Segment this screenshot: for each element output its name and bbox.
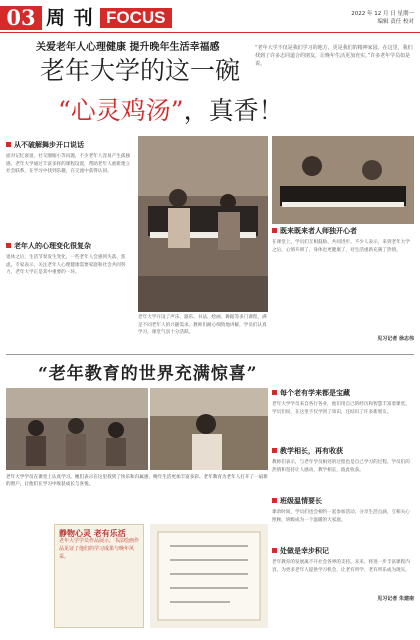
s2-head-3: 班级温情要长 (272, 496, 414, 506)
byline-bottom: 见习记者 朱建南 (377, 596, 414, 602)
s2-body-4: 老年教育的发展离不开社会各界的支持。未来，将进一步丰富课程内容，为更多老年人提供学习机会，让老有所学、老有所乐成为现实。 (272, 560, 410, 573)
middle-column-text: 老年大学开设了声乐、器乐、书法、绘画、舞蹈等多门课程，满足不同老年人的兴趣需求。教师们耐心细致地讲解，学员们认真学习，课堂气氛十分活跃。 (138, 315, 267, 336)
photo-illustration (138, 136, 268, 312)
section-body-3: 在课堂上，学员们互相鼓励、共同进步。不少人表示，来到老年大学之后，心情开朗了，身体也更健康了，对生活重新充满了热情。 (272, 240, 410, 253)
headline-tail: ，真香！ (183, 96, 284, 125)
left-column (6, 140, 134, 328)
photo-illustration-3 (6, 388, 148, 470)
photo-caption: 老年大学学员在课堂上认真学习。她们表示在这里找到了快乐和归属感，晚年生活更加丰富多彩。老年教育为老年人打开了一扇新的窗户，让他们在学习中收获成长与喜悦。 (6, 475, 268, 487)
section-body-1: 面对记忆衰退、社交圈缩小等问题，不少老年人容易产生孤独感。老年大学通过丰富多样的课程设置，帮助老年人重新建立社会联系，在学习中找到乐趣，在交流中获得认同。 (6, 154, 131, 175)
header-rule (0, 32, 420, 33)
keyboard-photo (272, 136, 414, 224)
issue-date: 2022 年 12 月 日 星期一 (351, 11, 414, 17)
headline-quote: “心灵鸡汤” (58, 96, 184, 125)
headline-line-2 (58, 96, 284, 126)
card-body: 老年大学学员作品展示，书法绘画作品见证了他们的学习成果与晚年风采。 (59, 538, 140, 560)
section-head-1: 从不破解舞步开口说话 (6, 140, 134, 150)
s2-body-3: 课余时间，学员们也会相约一起参加活动，分享生活点滴，互相关心照顾，班级成为一个温暖的大家庭。 (272, 510, 410, 523)
byline-top: 见习记者 徐志伟 (377, 336, 414, 342)
section-head-3: 既来既来者人师独开心者 (272, 226, 414, 236)
section-head-2: 老年人的心理变化很复杂 (6, 241, 134, 251)
calligraphy-photo (150, 524, 268, 628)
photo-illustration-2 (272, 136, 414, 224)
date-line (286, 10, 414, 26)
section-body-2: 退休之后，生活节奏发生变化，一些老年人会感到失落、焦虑。专家表示，关注老年人心理健康需要家庭和社会共同努力，老年大学正是其中重要的一环。 (6, 255, 126, 276)
lede-paragraph: “老年大学不仅是我们学习的地方，更是我们的精神家园。在这里，我们找到了许多志同道合的朋友，让晚年生活更加充实。”许多老年学员如是说。 (255, 45, 413, 67)
artwork-card (54, 524, 144, 628)
second-right-column (272, 388, 414, 602)
student-photo (150, 388, 268, 470)
right-column (272, 226, 414, 342)
photo-illustration-5 (150, 524, 268, 628)
section-label: 周 刊 (46, 7, 94, 29)
s2-head-4: 处做是幸步积记 (272, 546, 414, 556)
second-headline: “老年教育的世界充满惊喜” (38, 364, 258, 384)
s2-head-1: 每个老有学来都是宝藏 (272, 388, 414, 398)
s2-body-2: 教师们表示，与老年学员相处的过程也是自己学习的过程。学员们的热情和坚持让人感动，教学相长，彼此收获。 (272, 460, 410, 473)
piano-class-photo (138, 136, 268, 312)
editor-line: 编辑 责任 校对 (377, 19, 414, 25)
story-kicker: 关爱老年人心理健康 提升晚年生活幸福感 (36, 42, 220, 53)
page-number: 03 (0, 6, 42, 30)
classroom-photo (6, 388, 148, 470)
focus-tag: FOCUS (100, 8, 172, 28)
s2-head-2: 教学相长，再有收获 (272, 446, 414, 456)
story-divider (6, 354, 414, 355)
s2-body-1: 老年大学学员来自各行各业，他们用自己的经历和智慧丰富着课堂。学员们说，在这里不仅学到了知识，还结识了许多新朋友。 (272, 402, 410, 415)
headline-line-1: 老年大学的这一碗 (40, 56, 241, 85)
card-title: 静物心灵 老有乐活 (59, 528, 126, 538)
photo-illustration-4 (150, 388, 268, 470)
